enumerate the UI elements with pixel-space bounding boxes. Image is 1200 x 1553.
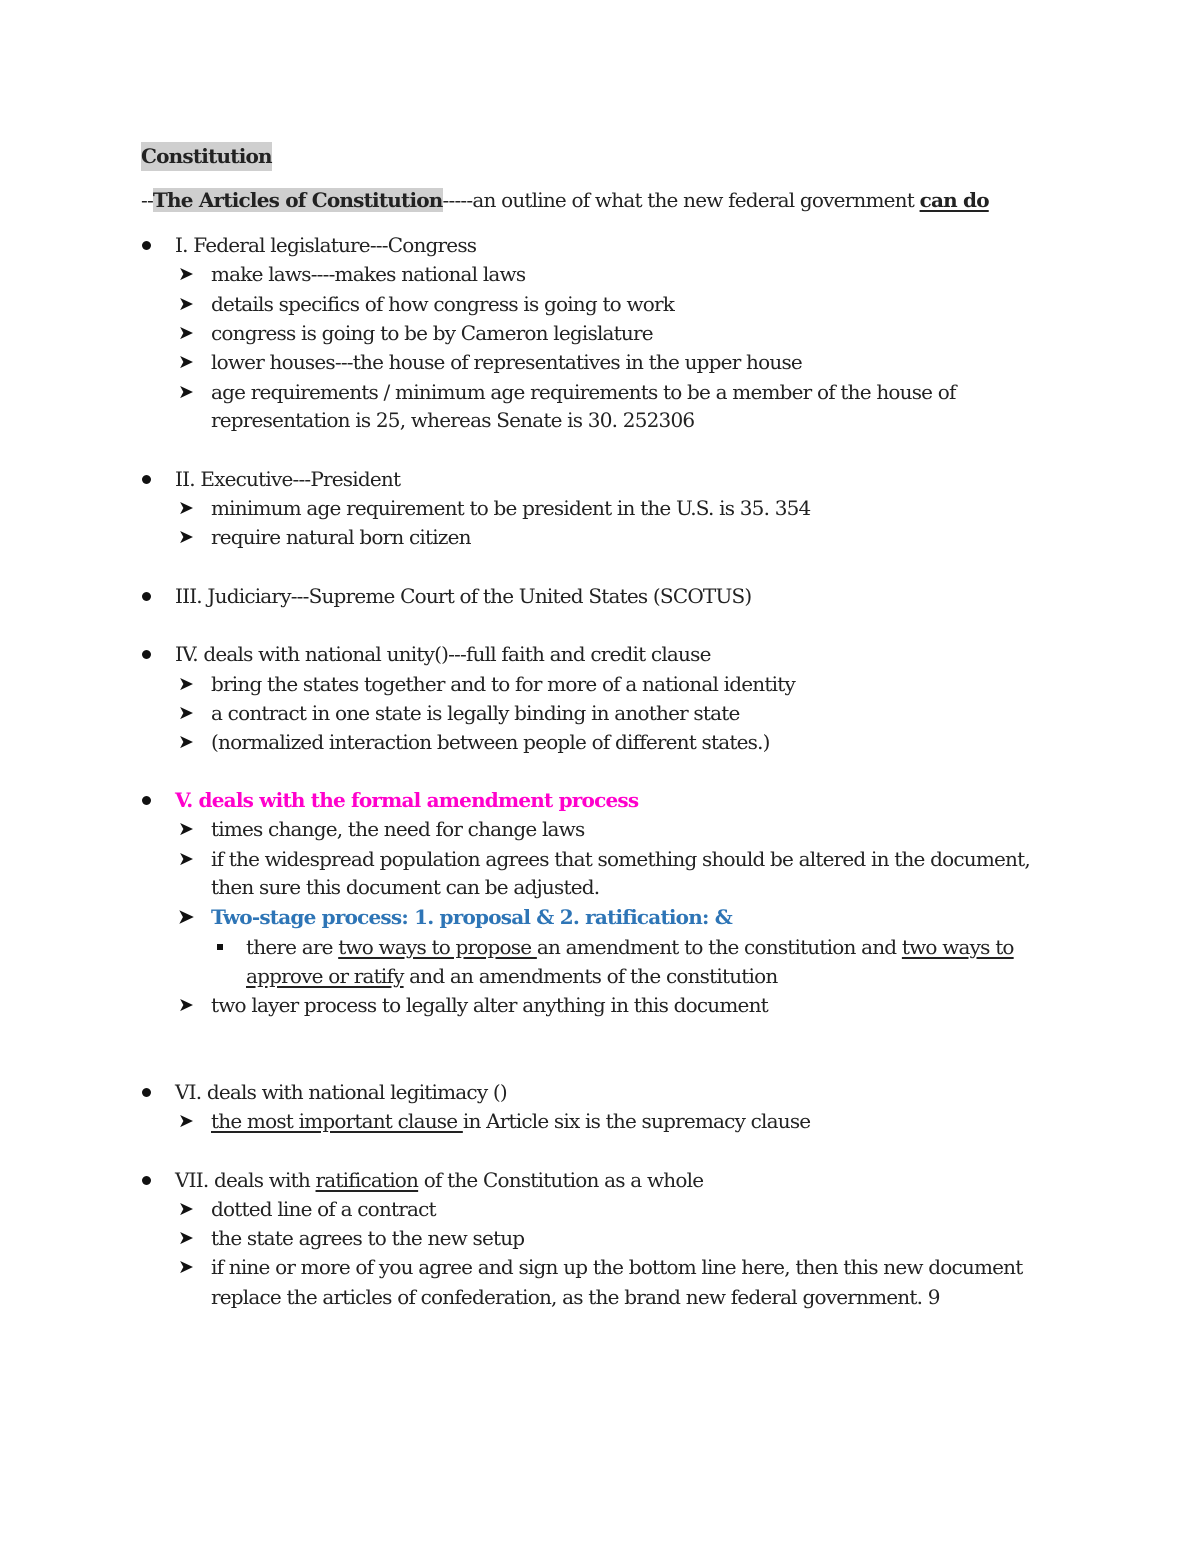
- arrow-bullet-icon: ➤: [178, 526, 194, 548]
- bullet-icon: [142, 241, 151, 250]
- list-item-text: the state agrees to the new setup: [211, 1226, 525, 1250]
- arrow-bullet-icon: ➤: [178, 702, 194, 724]
- arrow-bullet-icon: ➤: [178, 848, 194, 870]
- bullet-icon: [142, 796, 151, 805]
- list-item-text: lower houses---the house of representatives in the upper house: [211, 350, 802, 374]
- bullet-icon: [142, 650, 151, 659]
- arrow-bullet-icon: ➤: [178, 818, 194, 840]
- section-6-heading: VI. deals with national legitimacy (): [175, 1080, 507, 1104]
- arrow-bullet-icon: ➤: [178, 497, 194, 519]
- list-item-text: a contract in one state is legally binding in another state: [211, 701, 740, 725]
- arrow-bullet-icon: ➤: [178, 673, 194, 695]
- arrow-bullet-icon: ➤: [178, 322, 194, 344]
- list-item-text: times change, the need for change laws: [211, 817, 585, 841]
- arrow-bullet-icon: ➤: [178, 906, 194, 928]
- list-item-text: make laws----makes national laws: [211, 262, 526, 286]
- subtitle-prefix: --: [141, 188, 153, 212]
- arrow-bullet-icon: ➤: [178, 293, 194, 315]
- list-item-text: bring the states together and to for more of a national identity: [211, 672, 795, 696]
- section-4-heading: IV. deals with national unity()---full faith and credit clause: [175, 642, 711, 666]
- arrow-bullet-icon: ➤: [178, 263, 194, 285]
- section-1-heading: I. Federal legislature---Congress: [175, 233, 477, 257]
- arrow-bullet-icon: ➤: [178, 731, 194, 753]
- arrow-bullet-icon: ➤: [178, 1256, 194, 1278]
- bullet-icon: [142, 1176, 151, 1185]
- section-2-heading: II. Executive---President: [175, 467, 401, 491]
- list-item-text: then sure this document can be adjusted.: [211, 875, 600, 899]
- list-item-text: details specifics of how congress is going to work: [211, 292, 675, 316]
- section-3-heading: III. Judiciary---Supreme Court of the United States (SCOTUS): [175, 584, 752, 608]
- subtitle-middle: -----an outline of what the new federal government: [442, 188, 920, 212]
- list-item-text: replace the articles of confederation, as the brand new federal government. 9: [211, 1285, 940, 1309]
- bullet-icon: [142, 592, 151, 601]
- list-item-text: dotted line of a contract: [211, 1197, 436, 1221]
- list-item-text: if nine or more of you agree and sign up the bottom line here, then this new document: [211, 1255, 1023, 1279]
- arrow-bullet-icon: ➤: [178, 381, 194, 403]
- arrow-bullet-icon: ➤: [178, 1198, 194, 1220]
- list-item-text: if the widespread population agrees that something should be altered in the document,: [211, 847, 1030, 871]
- list-item-text: age requirements / minimum age requirements to be a member of the house of: [211, 380, 956, 404]
- doc-title: Constitution: [141, 142, 272, 171]
- list-item-text: (normalized interaction between people of different states.): [211, 730, 770, 754]
- two-stage-process: Two-stage process: 1. proposal & 2. ratification: &: [211, 905, 732, 929]
- bullet-icon: [142, 475, 151, 484]
- subtitle-bold: The Articles of Constitution: [152, 188, 443, 212]
- list-item-text: congress is going to be by Cameron legislature: [211, 321, 653, 345]
- list-item-text: require natural born citizen: [211, 525, 471, 549]
- arrow-bullet-icon: ➤: [178, 351, 194, 373]
- square-bullet-icon: [217, 944, 223, 950]
- subtitle-emph: can do: [919, 188, 989, 212]
- section-5-heading: V. deals with the formal amendment process: [175, 788, 639, 812]
- arrow-bullet-icon: ➤: [178, 1110, 194, 1132]
- list-item-text: two layer process to legally alter anything in this document: [211, 993, 768, 1017]
- document-page: Constitution --The Articles of Constitution-----an outline of what the new federal government can do I. Federal legislature---Congress ➤ make laws----makes national laws ➤ details specifics of how congress is going to work ➤ congress is going to be by Cameron legislature ➤ lower houses---the house of representatives in the upper house ➤ age requirements / minimum age requirements to be a member of the house of representation is 25, whereas Senate is 30. 252306 II. Executive---President ➤ minimum age requirement to be president in the U.S. is 35. 354 ➤ require natural born citizen III. Judiciary---Supreme Court of the United States (SCOTUS) IV. deals with national unity()---full faith and credit clause ➤ bring the states together and to for more of a national identity ➤ a contract in one state is legally binding in another state ➤ (normalized interaction between people of different states.) V. deals with the formal amendment process ➤ times change, the need for change laws ➤ if the widespread population agrees that something should be altered in the document, then sure this document can be adjusted. ➤ Two-stage process: 1. proposal & 2. ratification: & there are two ways to propose an amendment to the constitution and two ways to approve or ratify and an amendments of the constitution ➤ two layer process to legally alter anything in this document VI. deals with national legitimacy () ➤ the most important clause in Article six is the supremacy clause VII. deals with ratification of the Constitution as a whole ➤ dotted line of a contract ➤ the state agrees to the new setup ➤ if nine or more of you agree and sign up the bottom line here, then this new document replace the articles of confederation, as the brand new federal government. 9: [0, 0, 1200, 1553]
- list-item-text: minimum age requirement to be president in the U.S. is 35. 354: [211, 496, 811, 520]
- arrow-bullet-icon: ➤: [178, 1227, 194, 1249]
- arrow-bullet-icon: ➤: [178, 994, 194, 1016]
- section-7-heading: VII. deals with ratification of the Constitution as a whole: [175, 1168, 704, 1192]
- bullet-icon: [142, 1088, 151, 1097]
- list-item-text: representation is 25, whereas Senate is 30. 252306: [211, 408, 695, 432]
